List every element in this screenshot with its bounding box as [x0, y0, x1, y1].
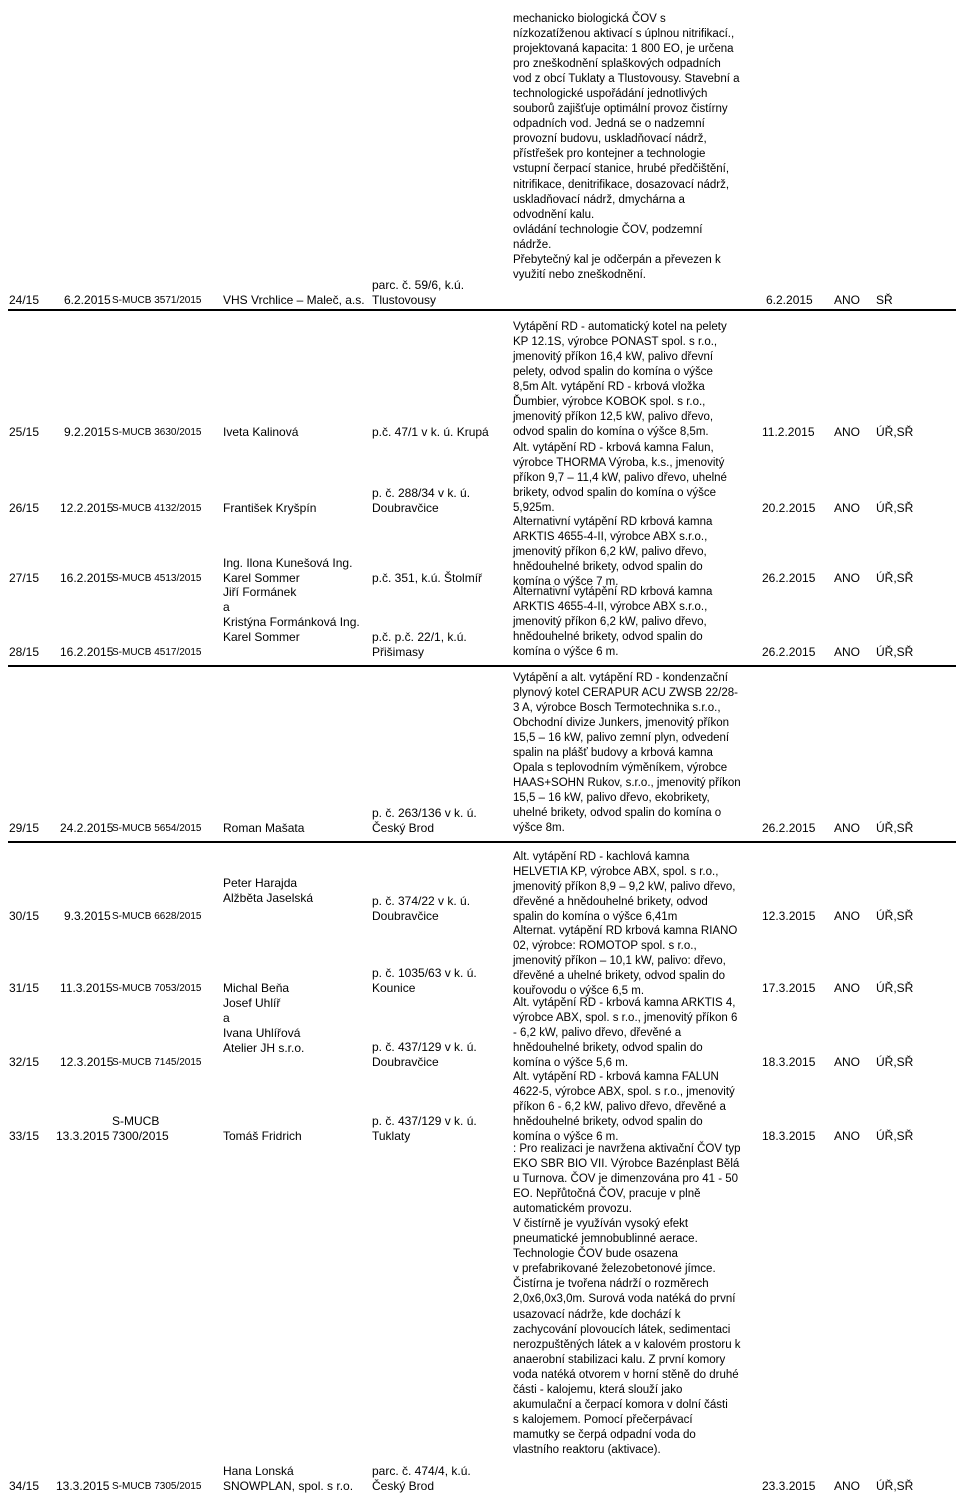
row-description: Alt. vytápění RD - kachlová kamna HELVETIA KP, výrobce ABX, spol. s r.o., jmenovitý příkon 8,9 – 9,2 kW, palivo dřevo, dřevěné a hnědouhelné brikety, odvod spalin do komína o výšce 6,41m — [513, 851, 736, 924]
row-decision-date: 6.2.2015 — [766, 293, 813, 307]
row-decision-date: 26.2.2015 — [762, 571, 816, 585]
row-parcel: p. č. 263/136 v k. ú. Český Brod — [372, 806, 477, 835]
row-office: ÚŘ,SŘ — [876, 1055, 914, 1069]
row-reference: S-MUCB 4517/2015 — [112, 647, 202, 658]
row-office: ÚŘ,SŘ — [876, 645, 914, 659]
row-decision-date: 11.2.2015 — [762, 425, 815, 439]
row-number: 29/15 — [9, 821, 40, 835]
row-applicant: Jiří Formánek a Kristýna Formánková Ing. Karel Sommer — [223, 585, 360, 644]
row-applicant: Ing. Ilona Kunešová Ing. Karel Sommer — [223, 556, 353, 585]
row-reference: S-MUCB 6628/2015 — [112, 911, 202, 922]
row-decision-date: 26.2.2015 — [762, 645, 816, 659]
row-applicant: Peter Harajda Alžběta Jaselská — [223, 876, 314, 905]
row-parcel: p.č. p.č. 22/1, k.ú. Přišimasy — [372, 630, 467, 659]
row-reference: S-MUCB 5654/2015 — [112, 823, 202, 834]
row-applicant: Tomáš Fridrich — [223, 1129, 302, 1143]
row-number: 25/15 — [9, 425, 40, 439]
row-date: 13.3.2015 — [56, 1479, 110, 1493]
row-reference: S-MUCB 7300/2015 — [112, 1114, 169, 1143]
row-decision-date: 26.2.2015 — [762, 821, 816, 835]
row-description: Vytápění RD - automatický kotel na pelety KP 12.1S, výrobce PONAST spol. s r.o., jmenovitý příkon 16,4 kW, palivo dřevní pelety, odvod spalin do komína o výšce 8,5m Alt. vytápění RD - krbová vložka Ďumbier, výrobce KOBOK spol. s r.o., jmenovitý příkon 12,5 kW, palivo dřevo, odvod spalin do komína o výšce 8,5m. — [513, 321, 727, 439]
row-decision-date: 23.3.2015 — [762, 1479, 816, 1493]
row-decision-date: 12.3.2015 — [762, 909, 816, 923]
row-reference: S-MUCB 7145/2015 — [112, 1057, 202, 1068]
row-parcel: p. č. 437/129 v k. ú. Doubravčice — [372, 1040, 477, 1069]
row-description: : Pro realizaci je navržena aktivační ČOV typ EKO SBR BIO VII. Výrobce Bazénplast Bělá u Turnova. ČOV je dimenzována pro 41 - 50 EO. Nepřůtočná ČOV, pracuje v plně automatickém provozu. V čistírně je využíván vysoký efekt pneumatické jemnobublinné aerace. Technologie ČOV bude osazena v prefabrikované železobetonové jímce. Čistírna je tvořena nádrží o rozměrech 2,0x6,0x3,0m. Surová voda natéká do první usazovací nádrže, kde dochází k zachycování plovoucích látek, sedimentaci nerozpuštěných látek a v kalovém prostoru k anaerobní stabilizaci kalu. Z první komory voda natéká otvorem v horní stěně do druhé části - kalojemu, která slouží jako akumulační a čerpací komora v dolní části s kalojemem. Pomocí přečerpávací mamutky se čerpá odpadní voda do vlastního reaktoru (aktivace). — [513, 1143, 741, 1456]
row-office: ÚŘ,SŘ — [876, 571, 914, 585]
row-number: 26/15 — [9, 501, 40, 515]
row-number: 31/15 — [9, 981, 40, 995]
row-date: 12.3.2015 — [60, 1055, 114, 1069]
row-description: Alternativní vytápění RD krbová kamna ARKTIS 4655-4-II, výrobce ABX s.r.o., jmenovitý příkon 6,2 kW, palivo dřevo, hnědouhelné brikety, odvod spalin do komína o výšce 6 m. — [513, 586, 713, 659]
row-answer: ANO — [834, 293, 861, 307]
row-parcel: p.č. 47/1 v k. ú. Krupá — [372, 425, 489, 439]
row-answer: ANO — [834, 425, 861, 439]
row-answer: ANO — [834, 1055, 861, 1069]
row-answer: ANO — [834, 981, 861, 995]
row-date: 9.2.2015 — [64, 425, 111, 439]
row-divider — [8, 841, 956, 843]
row-answer: ANO — [834, 501, 861, 515]
row-number: 32/15 — [9, 1055, 40, 1069]
row-description: Alternativní vytápění RD krbová kamna ARKTIS 4655-4-II, výrobce ABX s.r.o., jmenovitý příkon 6,2 kW, palivo dřevo, hnědouhelné brikety, odvod spalin do komína o výšce 7 m. — [513, 516, 713, 589]
row-description: Alt. vytápění RD - krbová kamna FALUN 4622-5, výrobce ABX, spol. s r.o., jmenovitý příkon 6 - 6,2 kW, palivo dřevo, dřevěné a hnědouhelné brikety, odvod spalin do komína o výšce 6 m. — [513, 1071, 735, 1144]
row-date: 12.2.2015 — [60, 501, 114, 515]
row-applicant: Josef Uhlíř a Ivana Uhlířová Atelier JH s.r.o. — [223, 996, 305, 1055]
row-reference: S-MUCB 3571/2015 — [112, 295, 202, 306]
row-applicant: Iveta Kalinová — [223, 425, 299, 439]
row-applicant: Hana Lonská SNOWPLAN, spol. s r.o. — [223, 1464, 354, 1493]
row-office: ÚŘ,SŘ — [876, 501, 914, 515]
row-description: Alt. vytápění RD - krbová kamna Falun, výrobce THORMA Výroba, k.s., jmenovitý příkon 9,7 – 11,4 kW, palivo dřevo, uhelné brikety, odvod spalin do komína o výšce 5,925m. — [513, 442, 727, 515]
row-date: 6.2.2015 — [64, 293, 111, 307]
row-reference: S-MUCB 7053/2015 — [112, 983, 202, 994]
row-office: ÚŘ,SŘ — [876, 981, 914, 995]
row-parcel: p. č. 1035/63 v k. ú. Kounice — [372, 966, 477, 995]
row-number: 33/15 — [9, 1129, 40, 1143]
row-office: ÚŘ,SŘ — [876, 425, 914, 439]
row-applicant: František Kryšpín — [223, 501, 317, 515]
row-date: 24.2.2015 — [60, 821, 114, 835]
row-answer: ANO — [834, 909, 861, 923]
row-decision-date: 20.2.2015 — [762, 501, 816, 515]
row-parcel: p. č. 288/34 v k. ú. Doubravčice — [372, 486, 471, 515]
row-answer: ANO — [834, 821, 861, 835]
row-description: Alternat. vytápění RD krbová kamna RIANO 02, výrobce: ROMOTOP spol. s r.o., jmenovitý příkon – 10,1 kW, palivo: dřevo, dřevěné a uhelné brikety, odvod spalin do kouřovodu o výšce 6,5 m. — [513, 925, 738, 998]
row-parcel: parc. č. 59/6, k.ú. Tlustovousy — [372, 278, 465, 307]
row-office: ÚŘ,SŘ — [876, 1479, 914, 1493]
row-reference: S-MUCB 7305/2015 — [112, 1481, 202, 1492]
row-date: 16.2.2015 — [60, 571, 114, 585]
row-applicant: Michal Beňa — [223, 981, 290, 995]
row-office: ÚŘ,SŘ — [876, 821, 914, 835]
row-date: 9.3.2015 — [64, 909, 111, 923]
row-parcel: p. č. 437/129 v k. ú. Tuklaty — [372, 1114, 477, 1143]
row-office: ÚŘ,SŘ — [876, 1129, 914, 1143]
row-answer: ANO — [834, 571, 861, 585]
row-divider — [8, 665, 956, 667]
row-number: 24/15 — [9, 293, 40, 307]
row-date: 11.3.2015 — [60, 981, 113, 995]
row-reference: S-MUCB 4513/2015 — [112, 573, 202, 584]
row-applicant: VHS Vrchlice – Maleč, a.s. — [223, 293, 365, 307]
row-parcel: p. č. 374/22 v k. ú. Doubravčice — [372, 894, 471, 923]
row-date: 13.3.2015 — [56, 1129, 110, 1143]
row-number: 28/15 — [9, 645, 40, 659]
row-decision-date: 18.3.2015 — [762, 1129, 816, 1143]
row-applicant: Roman Mašata — [223, 821, 305, 835]
row-date: 16.2.2015 — [60, 645, 114, 659]
row-parcel: parc. č. 474/4, k.ú. Český Brod — [372, 1464, 471, 1493]
row-reference: S-MUCB 3630/2015 — [112, 427, 202, 438]
row-answer: ANO — [834, 645, 861, 659]
row-office: SŘ — [876, 293, 893, 307]
row-answer: ANO — [834, 1479, 861, 1493]
row-description: Vytápění a alt. vytápění RD - kondenzační plynový kotel CERAPUR ACU ZWSB 22/28-3 A, výrobce Bosch Termotechnika s.r.o., Obchodní divize Junkers, jmenovitý příkon 15,5 – 16 kW, palivo zemní plyn, odvedení spalin na plášť budovy a krbová kamna Opala s teplovodním výměníkem, výrobce HAAS+SOHN Rukov, s.r.o., jmenovitý příkon 15,5 – 16 kW, palivo dřevo, ekobrikety, uhelné brikety, odvod spalin do komína o výšce 8m. — [513, 672, 741, 835]
row-reference: S-MUCB 4132/2015 — [112, 503, 202, 514]
row-decision-date: 18.3.2015 — [762, 1055, 816, 1069]
row-divider — [8, 309, 956, 311]
row-decision-date: 17.3.2015 — [762, 981, 816, 995]
row-description: Alt. vytápění RD - krbová kamna ARKTIS 4, výrobce ABX, spol. s r.o., jmenovitý příkon 6 - 6,2 kW, palivo dřevo, dřevěné a hnědouhelné brikety, odvod spalin do komína o výšce 5,6 m. — [513, 997, 738, 1070]
row-number: 34/15 — [9, 1479, 40, 1493]
row-description: mechanicko biologická ČOV s nízkozatíženou aktivací s úplnou nitrifikací., projektovaná kapacita: 1 800 EO, je určena pro zneškodnění splaškových odpadních vod z obcí Tuklaty a Tlustovousy. Stavební a technologické uspořádání jednotlivých souborů zajišťuje optimální provoz čistírny odpadních vod. Jedná se o nadzemní provozní budovu, uskladňovací nádrž, přístřešek pro kontejner a technologie vstupní čerpací stanice, hrubé předčištění, nitrifikace, denitrifikace, dosazovací nádrž, uskladňovací nádrž, dmychárna a odvodnění kalu. ovládání technologie ČOV, podzemní nádrže. Přebytečný kal je odčerpán a převezen k využití nebo zneškodnění. — [513, 13, 740, 281]
row-parcel: p.č. 351, k.ú. Štolmíř — [372, 571, 483, 585]
row-answer: ANO — [834, 1129, 861, 1143]
row-number: 27/15 — [9, 571, 40, 585]
row-number: 30/15 — [9, 909, 40, 923]
row-office: ÚŘ,SŘ — [876, 909, 914, 923]
